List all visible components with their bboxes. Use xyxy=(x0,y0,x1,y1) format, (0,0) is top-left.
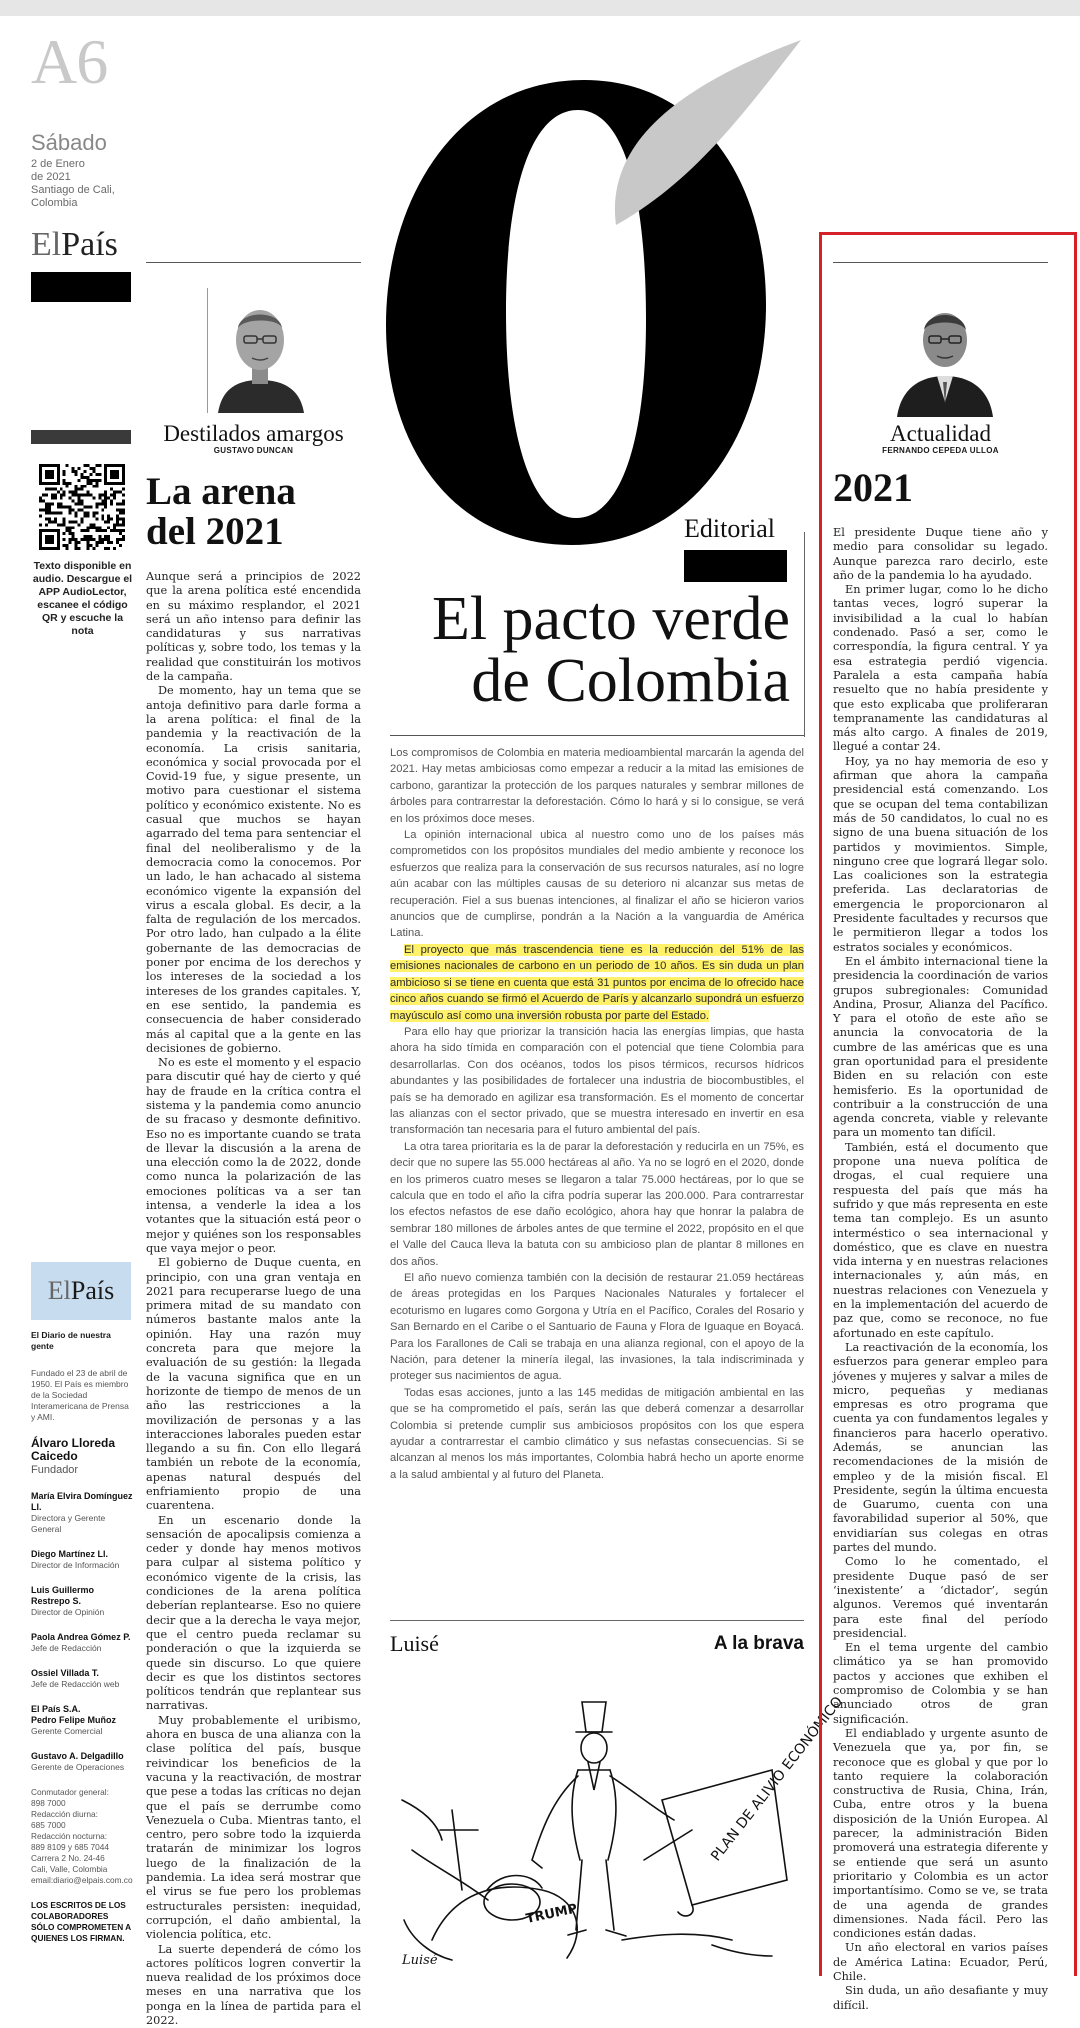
right-article-body xyxy=(833,526,1048,2013)
author-photo-left xyxy=(207,288,311,413)
staff-name: Luis Guillermo Restrepo S. xyxy=(31,1585,134,1607)
contact-email[interactable]: email:diario@elpais.com.co xyxy=(31,1875,134,1886)
cartoon-illustration xyxy=(392,1690,802,1970)
left-headline xyxy=(146,472,296,552)
cartoon-label-trump: TRUMP xyxy=(525,1901,579,1926)
cartoon-signature: Luisé xyxy=(401,1953,438,1968)
staff-member xyxy=(31,1585,134,1618)
masthead-logo xyxy=(31,1262,131,1320)
paragraph: El año nuevo comienza también con la decisión de restaurar 21.059 hectáreas de áreas protegidas en los Parques Nacionales Naturales y fortalecer el ecoturismo en lugares como Gorgona y Utría en el Pacífico, Corales del Rosario y San Bernardo en el Caribe o el Santuario de Fauna y Flora de Iguaque en Boyacá. Para los Farallones de Cali se trabaja en una alianza regional, con el apoyo de la Nación, para detener la minería ilegal, las invasiones, la tala indiscriminada y proteger sus nacimientos de agua. xyxy=(390,1270,804,1385)
date-line: de 2021 xyxy=(31,171,136,184)
contact-line: 889 8109 y 685 7044 xyxy=(31,1842,134,1853)
staff-role: Director de Opinión xyxy=(31,1607,134,1618)
staff-member xyxy=(31,1549,134,1571)
divider xyxy=(804,532,805,737)
staff-member xyxy=(31,1491,134,1535)
paragraph-highlighted xyxy=(390,942,804,1024)
paragraph: Como lo he comentado, el presidente Duque pasó de ser ‘inexistente’ a ‘dictador’, según algunos. Veremos qué inventarán para este final del período presidencial. xyxy=(833,1555,1048,1641)
staff-name: Ossiel Villada T. xyxy=(31,1668,134,1679)
staff-role: Directora y Gerente General xyxy=(31,1513,134,1535)
paragraph: El presidente Duque tiene año y medio para consolidar su legado. Aunque parezca raro decirlo, este año de la pandemia lo ha ayudado. xyxy=(833,526,1048,583)
page-number: A6 xyxy=(31,30,136,94)
contact-line: Carrera 2 No. 24-46 xyxy=(31,1853,134,1864)
contact-line: 685 7000 xyxy=(31,1820,134,1831)
contact-line: Conmutador general: xyxy=(31,1787,134,1798)
headline-line: La arena xyxy=(146,472,296,512)
paragraph: Los compromisos de Colombia en materia medioambiental marcarán la agenda del 2021. Hay metas ambiciosas como empezar a reducir a la mitad las emisiones de carbono, garantizar la protección de los parques naturales y sembrar millones de árboles para contrarrestar la deforestación. Cómo lo hará y si lo consigue, se verá en los próximos doce meses. xyxy=(390,745,804,827)
page-date xyxy=(31,158,136,210)
company xyxy=(31,1704,134,1737)
rail-bar xyxy=(31,430,131,444)
column-author: FERNANDO CEPEDA ULLOA xyxy=(833,446,1048,456)
staff-name: Diego Martínez Ll. xyxy=(31,1549,134,1560)
date-line: 2 de Enero xyxy=(31,158,136,171)
paragraph: En el tema urgente del cambio climático ya se han promovido pactos y acciones que exhiben el compromiso de Colombia y se han anunciado otros de gran significación. xyxy=(833,1641,1048,1727)
company-person: Pedro Felipe Muñoz xyxy=(31,1715,134,1726)
contact-line: Redacción diurna: xyxy=(31,1809,134,1820)
logo-el: El xyxy=(31,226,61,263)
masthead-founded: Fundado el 23 de abril de 1950. El País es miembro de la Sociedad Interamericana de Prensa y AMI. xyxy=(31,1368,134,1423)
operations xyxy=(31,1751,134,1773)
opinion-o-logo xyxy=(366,50,806,550)
staff-name: Paola Andrea Gómez P. xyxy=(31,1632,134,1643)
staff-role: Jefe de Redacción web xyxy=(31,1679,134,1690)
company-name: El País S.A. xyxy=(31,1704,134,1715)
divider xyxy=(390,735,804,736)
paragraph: La otra tarea prioritaria es la de parar la deforestación y reducirla en un 75%, es decir que no supere las 55.000 hectáreas al año. Ya no se logró en el 2020, donde en los primeros cuatro meses se llegaron a talar 75.000 hectáreas, por lo que se calcula que en todo el año la cifra podría superar las 200.000. Para contrarrestar los efectos nefastos de ese daño ecológico, ahora hay que honrar la palabra de sembrar 180 millones de árboles antes de que termine el 2022, propósito en el que el Valle del Cauca lleva la batuta con su ambicioso plan de plantar 8 millones en dos años. xyxy=(390,1139,804,1270)
paragraph: De momento, hay un tema que se antoja definitivo para darle forma a la arena política: el final de la pandemia y la reactivación de la economía. La crisis sanitaria, económica y social provocada por el Covid-19 fue, y sigue presente, un motivo para cuestionar el sistema político y económico existente. No es casual que muchos se hayan agarrado del tema para sentenciar el final del neoliberalismo y de la democracia como la conocemos. Por un lado, le han achacado al sistema económico vigente la expansión del virus a escala global. Es decir, a la falta de regulación de los mercados. Por otro lado, han culpado a la élite gobernante de las democracias de poner por encima de los derechos y los intereses de la sociedad a los intereses de los grandes capitales. Y, en ese sentido, la pandemia es consecuencia de haber considerado más al capital que a la gente en las decisiones de gobierno. xyxy=(146,684,361,1056)
paragraph: Hoy, ya no hay memoria de eso y afirman que ahora la campaña presidencial está comenzando. Los que se ocupan del tema contabilizan más de 50 candidatos, lo cual no es signo de una buena situación de los partidos y movimientos. Simple, ninguno cree que logrará llegar solo. Las coaliciones son la estrategia preferida. Las declaratorias de emergencia le proporcionaron al Presidente facultades y recursos que le permitieron llegar a todos los estratos sociales y económicos. xyxy=(833,755,1048,955)
contact-line: Redacción nocturna: xyxy=(31,1831,134,1842)
divider xyxy=(833,262,1048,263)
column-header-right xyxy=(833,422,1048,456)
paragraph: También, está el documento que propone una nueva política de drogas, el cual requiere una respuesta del país que más ha sufrido y que más representa en este tema tan complejo. Es un asunto interméstico o sea internacional y doméstico, que es clave en nuestra vida interna y en nuestras relaciones internacionales y, aún más, en nuestras relaciones con Venezuela y en la implementación del acuerdo de paz que, como se reconoce, no fue afortunado en este capítulo. xyxy=(833,1141,1048,1341)
audio-box xyxy=(31,430,134,638)
logo-pais: País xyxy=(61,226,118,263)
headline-line: de Colombia xyxy=(390,650,790,712)
cartoon-label-plan: PLAN DE ALIVIO ECONÓMICO xyxy=(707,1693,847,1865)
paragraph: El endiablado y urgente asunto de Venezuela que ya, por fin, se reconoce que es global y que por lo tanto requiere la colaboración constructiva de Rusia, China, Irán, Cuba, entre otros y la buena disposición de la Unión Europea. Al parecer, la administración Biden promoverá una estrategia diferente y se entiende que será un asunto prioritario y Colombia es un actor importantísimo. Como se ve, se trata de una agenda de grandes dimensiones. Nada fácil. Pero las condiciones están dadas. xyxy=(833,1727,1048,1941)
date-line: Colombia xyxy=(31,197,136,210)
column-header-left xyxy=(146,422,361,456)
top-bar xyxy=(0,0,1080,16)
author-photo-right xyxy=(893,292,997,417)
paragraph: La suerte dependerá de cómo los actores políticos logren convertir la nueva realidad de los próximos doce meses en una narrativa que los ponga en la línea de partida para el 2022. xyxy=(146,1943,361,2028)
logo-el: El xyxy=(48,1276,71,1306)
ops-role: Gerente de Operaciones xyxy=(31,1762,134,1773)
left-article-body xyxy=(146,570,361,2028)
paragraph: Sin duda, un año desafiante y muy difícil. xyxy=(833,1984,1048,2013)
paragraph: En un escenario donde la sensación de apocalipsis comienza a ceder y donde hay menos motivos para culpar al sistema político y económico vigente de la crisis, las condiciones de la arena política deberían replantearse. Eso no quiere decir que a la derecha le vaya mejor, que el centro pueda reclamar su ponderación o que la izquierda se quede sin discurso. Lo que quiere decir es que los distintos sectores políticos tendrán que replantear sus narrativas. xyxy=(146,1514,361,1714)
paragraph: Muy probablemente el uribismo, ahora en busca de una alianza con la clase política del país, busque reivindicar los beneficios de la vacuna y la reactivación, de mostrar que pese a todas las críticas no dejan que el país se derrumbe como Venezuela o Cuba. Mientras tanto, el centro, pero sobre todo la izquierda tratarán de minimizar los logros luego de la finalización de la pandemia. La idea será mostrar que el virus se fue pero los problemas estructurales persisten: inequidad, corrupción, el daño ambiental, la violencia política, etc. xyxy=(146,1714,361,1943)
editorial-headline xyxy=(390,588,790,712)
qr-code-icon[interactable] xyxy=(39,464,125,550)
right-headline: 2021 xyxy=(833,468,913,508)
editorial-bar xyxy=(684,550,787,582)
newspaper-logo xyxy=(31,228,136,262)
contact-line: 898 7000 xyxy=(31,1798,134,1809)
staff-role: Jefe de Redacción xyxy=(31,1643,134,1654)
page-day: Sábado xyxy=(31,130,136,156)
audio-note: Texto disponible en audio. Descargue el APP AudioLector, escanee el código QR y escuche la nota xyxy=(31,560,134,638)
disclaimer: LOS ESCRITOS DE LOS COLABORADORES SÓLO COMPROMETEN A QUIENES LOS FIRMAN. xyxy=(31,1900,134,1944)
founder xyxy=(31,1437,134,1477)
staff-member xyxy=(31,1632,134,1654)
page-info xyxy=(31,30,136,302)
paragraph: No es este el momento y el espacio para discutir qué hay de cierto y qué hay de fraude en la crítica contra el sistema y la pandemia como anuncio de su fracaso y desmonte definitivo. Eso no es importante cuando se trata de llevar la discusión a la arena de una elección como la de 2022, donde como nunca la polarización de las emociones políticas va a ser tan intensa, a venderle la idea a los votantes que la situación está peor o mejor y quiénes son los responsables que vaya mejor o peor. xyxy=(146,1056,361,1256)
divider xyxy=(146,262,361,263)
founder-name: Álvaro Lloreda Caicedo xyxy=(31,1437,134,1463)
logo-pais: País xyxy=(71,1276,114,1306)
contact-line: Cali, Valle, Colombia xyxy=(31,1864,134,1875)
paragraph: Aunque será a principios de 2022 que la arena política esté encendida en su máximo resplandor, el 2021 será un año intenso para definir las candidaturas y sus narrativas políticas y, sobre todo, los temas y la realidad que constituirán los motivos de la campaña. xyxy=(146,570,361,684)
masthead-tagline: El Diario de nuestra gente xyxy=(31,1330,134,1352)
paragraph: Para ello hay que priorizar la transición hacia las energías limpias, que hasta ahora ha sido tímida en comparación con el potencial que tiene Colombia para desarrollarlas. Con dos océanos, todos los pisos térmicos, recursos hídricos abundantes y las posibilidades de fortalecer una industria de biocombustibles, el país se ha demorado en agilizar esa transformación. Es el momento de concertar las alianzas con el sector privado, que se muestra interesado en invertir en esa transformación tan necesaria para el futuro ambiental del país. xyxy=(390,1024,804,1139)
paragraph: La reactivación de la economía, los esfuerzos para generar empleo para jóvenes y mujeres y salvar a miles de micro, pequeñas y medianas empresas es otro programa que cuenta ya con fundamentos legales y financieros para hacerlo operativo. Además, se anuncian las recomendaciones de la misión de empleo y de la misión fiscal. El Presidente, según la última encuesta de Guarumo, cuenta con una favorabilidad superior al 50%, que envidiarían sus colegas en otras partes del mundo. xyxy=(833,1341,1048,1555)
paragraph: El gobierno de Duque cuenta, en principio, con una gran ventaja en 2021 para recuperarse luego de una primera mitad de su mandato con números bastante malos ante la opinión. Hay una razón muy concreta para que mejore la evaluación de su gestión: la llegada de la vacuna significa que en un horizonte de tiempo de menos de un año las restricciones a la movilización de personas y a las interacciones laborales pueden estar llegando a su fin. Con ello llegará también un rebote de la economía, apenas natural después del enfriamiento propio de una cuarentena. xyxy=(146,1256,361,1513)
rail-bar xyxy=(31,272,131,302)
cartoon-title: A la brava xyxy=(714,1633,804,1655)
headline-line: del 2021 xyxy=(146,512,296,552)
cartoon-header xyxy=(390,1620,804,1660)
company-role: Gerente Comercial xyxy=(31,1726,134,1737)
column-title: Actualidad xyxy=(833,422,1048,446)
headline-line: El pacto verde xyxy=(390,588,790,650)
column-author: GUSTAVO DUNCAN xyxy=(146,446,361,456)
paragraph: En el ámbito internacional tiene la presidencia la coordinación de varios grupos subregionales: Comunidad Andina, Prosur, Alianza del Pacífico. Y para el otoño de este año se anuncia la convocatoria de la cumbre de las américas que es una gran oportunidad para el presidente Biden en su relación con este hemisferio. Es la oportunidad de contribuir a la construcción de una agenda concreta, viable y relevante para un momento tan difícil. xyxy=(833,955,1048,1141)
ops-name: Gustavo A. Delgadillo xyxy=(31,1751,134,1762)
paragraph: Un año electoral en varios países de América Latina: Ecuador, Perú, Chile. xyxy=(833,1941,1048,1984)
highlighted-text: El proyecto que más trascendencia tiene es la reducción del 51% de las emisiones nacionales de carbono en un periodo de 10 años. Es sin duda un plan ambicioso si se tiene en cuenta que está 31 puntos por encima de lo ofrecido hace cinco años cuando se firmó el Acuerdo de París y alcanzarlo supondrá un esfuerzo mayúsculo así como una inversión robusta por parte del Estado. xyxy=(390,944,804,1022)
editorial-body xyxy=(390,745,804,1483)
date-line: Santiago de Cali, xyxy=(31,184,136,197)
contact-info xyxy=(31,1787,134,1886)
column-title: Destilados amargos xyxy=(146,422,361,446)
cartoonist-name: Luisé xyxy=(390,1631,439,1657)
paragraph: La opinión internacional ubica al nuestro como uno de los países más comprometidos con los propósitos mundiales del medio ambiente y reconoce los esfuerzos que realiza para la conservación de sus recursos naturales, así no logre aún acabar con las múltiples causas de su deterioro ni alcanzar sus metas de recuperación. Fiel a sus buenas intenciones, al finalizar el año se hicieron varios anuncios que de cumplirse, pondrán a la Nación a la vanguardia de América Latina. xyxy=(390,827,804,942)
editorial-label: Editorial xyxy=(684,514,775,544)
masthead xyxy=(31,1262,134,1944)
staff-name: María Elvira Domínguez Ll. xyxy=(31,1491,134,1513)
staff-member xyxy=(31,1668,134,1690)
staff-role: Director de Información xyxy=(31,1560,134,1571)
founder-role: Fundador xyxy=(31,1463,134,1477)
paragraph: Todas esas acciones, junto a las 145 medidas de mitigación ambiental en las que se ha comprometido el país, serán las que deberá comenzar a desarrollar Colombia si pretende cumplir sus ambiciosos propósitos con los que espera ayudar a contrarrestar el cambio climático y sus nefastas consecuencias. Si se alcanzan al menos los más importantes, Colombia habrá hecho un aporte enorme a la salud ambiental y al futuro del Planeta. xyxy=(390,1385,804,1483)
paragraph: En primer lugar, como lo he dicho tantas veces, logró superar la invisibilidad a la cual lo habían condenado. Pasó a ser, como le correspondía, la figura central. Y ya esa estrategia perdió vigencia. Paralela a esta campaña había resuelto que no había presidente y que esto explicaba que proliferaran tempranamente las candidaturas al más alto cargo. A finales de 2019, llegué a contar 24. xyxy=(833,583,1048,755)
